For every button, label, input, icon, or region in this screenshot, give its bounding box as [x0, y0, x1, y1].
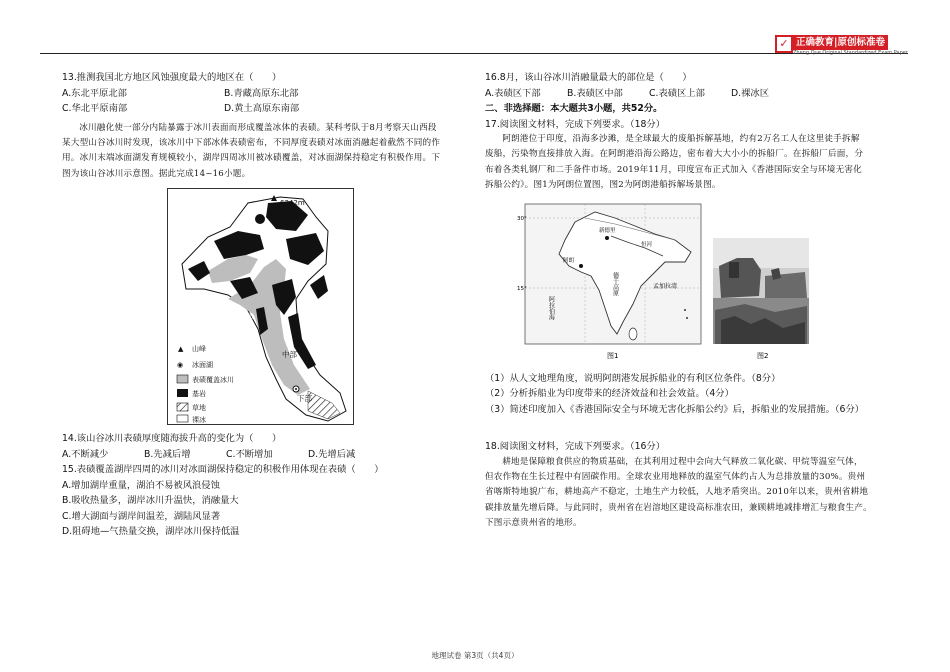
lat-30-label: 30°: [517, 215, 527, 222]
q13-stem: 13.推测我国北方地区风蚀强度最大的地区在（ ）: [62, 72, 282, 83]
alang-passage-line: 阿朗港位于印度，沿海多沙滩，是全球最大的废船拆解基地，约有2万名工人在这里徒手拆解: [502, 134, 860, 144]
q17-sub2: （2）分析拆船业为印度带来的经济效益和社会效益。（4分）: [485, 388, 734, 400]
guizhou-passage-line: 省喀斯特地貌广布，耕地高产不稳定，土地生产力较低，人地矛盾突出。2010年以来，贵州省耕地: [485, 487, 869, 498]
q15-option-a: A.增加湖岸重量，湖泊不易被风浪侵蚀: [62, 479, 220, 491]
capital-dot: [605, 236, 609, 240]
q15-option-c: C.增大湖面与湖岸间温差，湖陆风显著: [62, 510, 221, 522]
right-column: [485, 70, 905, 532]
glacier-map-svg: [168, 189, 353, 424]
legend-bedrock-label: 基岩: [192, 390, 206, 399]
q17-stem: 17.阅读图文材料，完成下列要求。（18分）: [485, 118, 666, 130]
q16-option-b: B.表碛区中部: [567, 87, 623, 99]
deccan-label: 德干高原: [611, 271, 619, 296]
q16-options: [485, 86, 905, 102]
zone-lower-label: 下部: [297, 394, 312, 404]
legend-debris-swatch: [177, 375, 188, 383]
glacier-passage-line: 图为该山谷冰川示意图。据此完成14~16小题。: [62, 168, 251, 179]
q16-stem: 16.8月，该山谷冰川消融量最大的部位是（ ）: [485, 72, 692, 83]
india-map-svg: [515, 200, 813, 365]
legend-peak-label: 山峰: [192, 345, 206, 354]
q13-option-b: B.青藏高原东北部: [224, 87, 299, 99]
guizhou-passage-line: 但农作物在生长过程中有固碳作用。全球农业用地释放的温室气体约占人为总排放量的30%。贵州: [485, 472, 866, 483]
glacier-passage-line: 用。冰川末端冰面湖发育规模较小，湖岸四周冰川被冰碛覆盖，对冰面湖保持稳定有积极作用。下: [62, 153, 441, 164]
q16-option-a: A.表碛区下部: [485, 87, 541, 99]
q14-option-d: D.先增后减: [308, 448, 356, 460]
q14-options: [62, 447, 462, 463]
q15-option-b: B.吸收热量多，湖岸冰川升温快，消融量大: [62, 495, 239, 507]
fig1-caption: 图1: [607, 351, 619, 360]
section-heading: 二、非选择题：本大题共3小题，共52分。: [485, 103, 663, 114]
legend-grass-swatch: [177, 403, 188, 411]
q18-stem: 18.阅读图文材料，完成下列要求。（16分）: [485, 441, 666, 453]
q15-option-d: D.阻碍地—气热量交换，湖岸冰川保持低温: [62, 526, 240, 538]
alang-passage-line: 废船，污染物直接排放入海。在阿朗港沿海公路边，密布着大大小小的拆船厂。在拆船厂后面，分: [485, 149, 864, 160]
q13-options-row1: [62, 86, 462, 102]
q13-options-row2: [62, 101, 462, 117]
legend-bare-ice-label: 裸冰: [192, 416, 206, 425]
legend-debris-label: 表碛覆盖冰川: [192, 376, 234, 385]
guizhou-passage-line: 碳排放量先增后降。与此同时，贵州省在岩溶地区建设高标准农田，兼顾耕地减排增汇与粮食生产。: [485, 502, 872, 513]
lat-15-label: 15°: [517, 285, 527, 292]
alang-passage-line: 布着各类轧钢厂和二手备件市场。2019年11月，印度宣布正式加入《香港国际安全与环境无害化: [485, 164, 862, 175]
alang-location-dot: [579, 264, 583, 268]
legend-lake-label: 冰面湖: [192, 361, 213, 370]
legend-bedrock-swatch: [177, 389, 188, 397]
bengal-label: 孟加拉湾: [653, 282, 678, 290]
legend-peak-symbol: ▲: [178, 345, 184, 354]
guizhou-passage-line: 耕地是保障粮食供应的物质基础，在其利用过程中会向大气释放二氧化碳、甲烷等温室气体，: [502, 456, 863, 467]
peak-elevation: 6342m: [280, 199, 305, 208]
q17-sub1: （1）从人文地理角度，说明阿朗港发展拆船业的有利区位条件。（8分）: [485, 372, 781, 384]
arabian-sea-label: 阿拉伯海: [547, 295, 555, 320]
legend-grass-label: 草地: [192, 404, 206, 413]
alang-label: 阿朗: [563, 257, 575, 264]
ganga-label: 恒河: [641, 241, 653, 248]
q14-stem: 14.该山谷冰川表碛厚度随海拔升高的变化为（ ）: [62, 433, 282, 445]
zone-upper-label: 上部: [238, 312, 253, 322]
glacier-passage-line: 冰川融化使一部分内陆暴露于冰川表面而形成覆盖冰体的表碛。某科考队于8月考察天山西段: [79, 122, 437, 133]
glacier-map-figure: [167, 188, 354, 425]
newdelhi-label: 新德里: [599, 227, 616, 234]
header-rule: [40, 53, 908, 54]
q16-option-d: D.裸冰区: [731, 87, 770, 99]
shipbreaking-photo: [713, 238, 809, 344]
q14-option-a: A.不断减少: [62, 448, 109, 460]
left-column: [62, 70, 462, 540]
q17-sub3: （3）简述印度加入《香港国际安全与环境无害化拆船公约》后，拆船业的发展措施。（6分）: [485, 403, 865, 415]
check-icon: ✓: [775, 35, 793, 53]
q15-stem: 15.表碛覆盖湖岸四周的冰川对冰面湖保持稳定的积极作用体现在表碛（ ）: [62, 464, 384, 476]
zone-middle-label: 中部: [282, 350, 297, 360]
alang-figures: [515, 200, 813, 365]
q16-option-c: C.表碛区上部: [649, 87, 705, 99]
brand-logo: [775, 35, 908, 56]
fig2-caption: 图2: [757, 351, 769, 360]
q14-option-b: B.先减后增: [144, 448, 191, 460]
glacier-passage-line: 某大型山谷冰川时发现，该冰川中下部冰体表碛密布，不同厚度表碛对冰面消融起着截然不同的作: [62, 137, 441, 148]
q14-option-c: C.不断增加: [226, 448, 273, 460]
logo-subtitle: Zheng Que Original Standardized Exam Paper: [793, 50, 908, 56]
logo-title: 正确教育|原创标准卷: [793, 35, 888, 50]
page-footer: 地理试卷 第3页（共4页）: [431, 651, 519, 660]
q13-option-c: C.华北平原南部: [62, 103, 128, 114]
q13-option-d: D.黄土高原东南部: [224, 103, 300, 114]
legend-bare-ice-swatch: [177, 415, 188, 422]
guizhou-passage-line: 下图示意贵州省的地形。: [485, 518, 582, 529]
q13-option-a: A.东北平原北部: [62, 87, 127, 99]
legend-lake-symbol: ◉: [177, 361, 184, 370]
alang-passage-line: 拆船公约》。图1为阿朗位置图，图2为阿朗港船拆解场景图。: [485, 180, 721, 191]
